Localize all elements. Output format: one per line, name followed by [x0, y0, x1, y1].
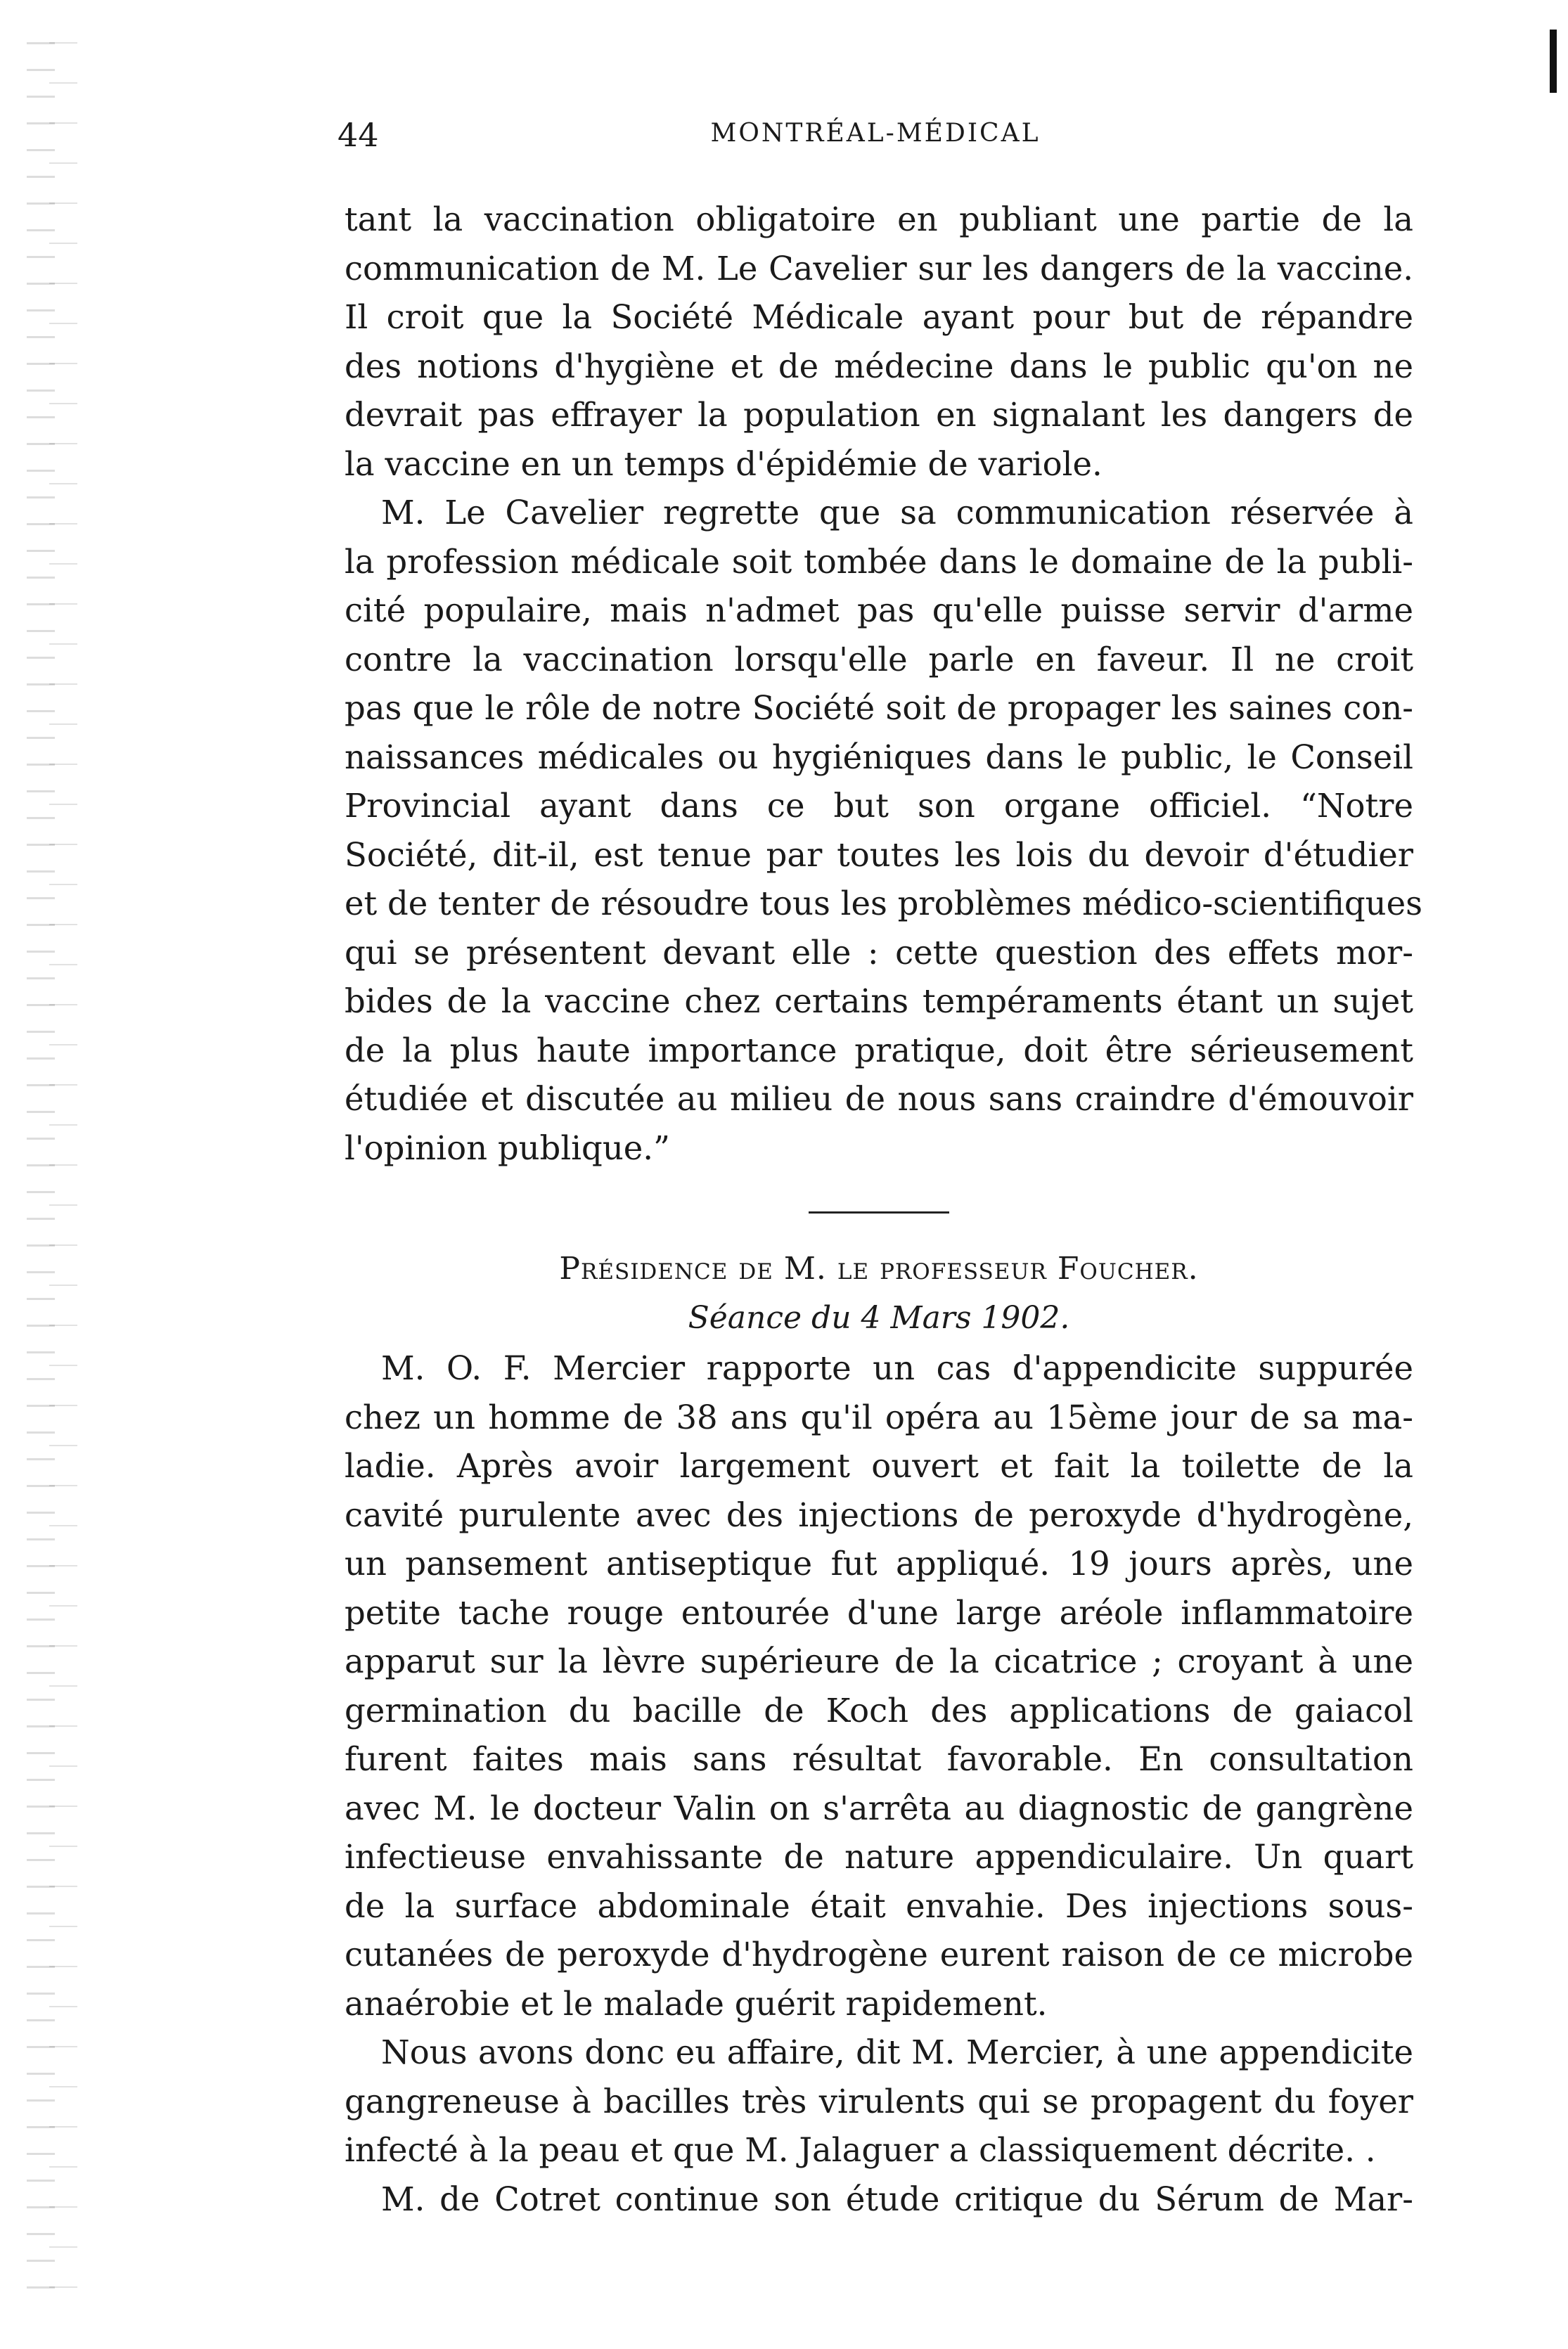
scan-corner-mark [1550, 30, 1557, 93]
text-line: chez un homme de 38 ans qu'il opéra au 15ème jour de sa ma- [345, 1398, 1413, 1436]
text-line: devrait pas effrayer la population en signalant les dangers de [345, 396, 1413, 434]
text-line: cité populaire, mais n'admet pas qu'elle puisse servir d'arme [345, 591, 1413, 629]
text-line: cutanées de peroxyde d'hydrogène eurent raison de ce microbe [345, 1936, 1413, 1974]
text-line: infectieuse envahissante de nature appendiculaire. Un quart [345, 1838, 1413, 1876]
paragraph-le-cavelier [345, 489, 1422, 1173]
text-line: M. O. F. Mercier rapporte un cas d'appendicite suppurée [381, 1349, 1413, 1387]
page-header [338, 116, 1413, 158]
text-line: la vaccine en un temps d'épidémie de variole. [345, 444, 1103, 483]
text-line: apparut sur la lèvre supérieure de la cicatrice ; croyant à une [345, 1642, 1413, 1680]
text-line: bides de la vaccine chez certains tempéraments étant un sujet [345, 982, 1413, 1020]
text-line: contre la vaccination lorsqu'elle parle en faveur. Il ne croit [345, 640, 1413, 678]
text-line: Il croit que la Société Médicale ayant pour but de répandre [345, 298, 1413, 336]
text-line: petite tache rouge entourée d'une large aréole inflammatoire [345, 1593, 1413, 1632]
text-line: et de tenter de résoudre tous les problèmes médico-scientifiques [345, 884, 1422, 922]
text-line: gangreneuse à bacilles très virulents qui se propagent du foyer [345, 2082, 1413, 2120]
paragraph-vaccination [345, 195, 1413, 489]
text-line: la profession médicale soit tombée dans le domaine de la publi- [345, 542, 1413, 581]
session-date: Séance du 4 Mars 1902. [688, 1300, 1070, 1336]
text-line: cavité purulente avec des injections de peroxyde d'hydrogène, [345, 1495, 1413, 1534]
paragraph-mercier-case [345, 1344, 1413, 2028]
text-line: anaérobie et le malade guérit rapidement. [345, 1984, 1048, 2023]
text-line: avec M. le docteur Valin on s'arrêta au diagnostic de gangrène [345, 1789, 1413, 1827]
text-line: Nous avons donc eu affaire, dit M. Mercier, à une appendicite [381, 2033, 1413, 2071]
section-divider [809, 1211, 949, 1214]
text-line: un pansement antiseptique fut appliqué. 19 jours après, une [345, 1545, 1413, 1583]
text-line: de la plus haute importance pratique, doit être sérieusement [345, 1031, 1413, 1069]
text-line: furent faites mais sans résultat favorable. En consultation [345, 1740, 1413, 1778]
text-line: M. de Cotret continue son étude critique du Sérum de Mar- [381, 2180, 1413, 2218]
text-line: Provincial ayant dans ce but son organe officiel. “Notre [345, 787, 1413, 825]
text-line: des notions d'hygiène et de médecine dans le public qu'on ne [345, 347, 1413, 385]
paragraph-mercier-conclusion [345, 2028, 1413, 2175]
text-line: communication de M. Le Cavelier sur les dangers de la vaccine. [345, 249, 1413, 288]
text-line: naissances médicales ou hygiéniques dans le public, le Conseil [345, 738, 1413, 776]
body-text [345, 195, 1422, 2224]
text-line: qui se présentent devant elle : cette question des effets mor- [345, 933, 1413, 972]
text-line: pas que le rôle de notre Société soit de propager les saines con- [345, 689, 1413, 727]
text-line: de la surface abdominale était envahie. Des injections sous- [345, 1886, 1413, 1925]
scan-edge-speckles-secondary [49, 42, 77, 2292]
paragraph-de-cotret [345, 2175, 1413, 2225]
text-line: M. Le Cavelier regrette que sa communication réservée à [381, 494, 1413, 532]
text-line: infecté à la peau et que M. Jalaguer a classiquement décrite. . [345, 2131, 1376, 2169]
text-line: tant la vaccination obligatoire en publiant une partie de la [345, 200, 1413, 238]
text-line: ladie. Après avoir largement ouvert et fait la toilette de la [345, 1447, 1413, 1485]
text-line: germination du bacille de Koch des applications de gaiacol [345, 1691, 1413, 1730]
running-title: MONTRÉAL-MÉDICAL [710, 119, 1041, 148]
page-number: 44 [338, 116, 379, 154]
section-heading: Présidence de M. le professeur Foucher. [559, 1251, 1199, 1287]
text-line: Société, dit-il, est tenue par toutes les lois du devoir d'étudier [345, 835, 1413, 874]
text-line: étudiée et discutée au milieu de nous sans craindre d'émouvoir [345, 1080, 1413, 1118]
text-line: l'opinion publique.” [345, 1128, 670, 1167]
